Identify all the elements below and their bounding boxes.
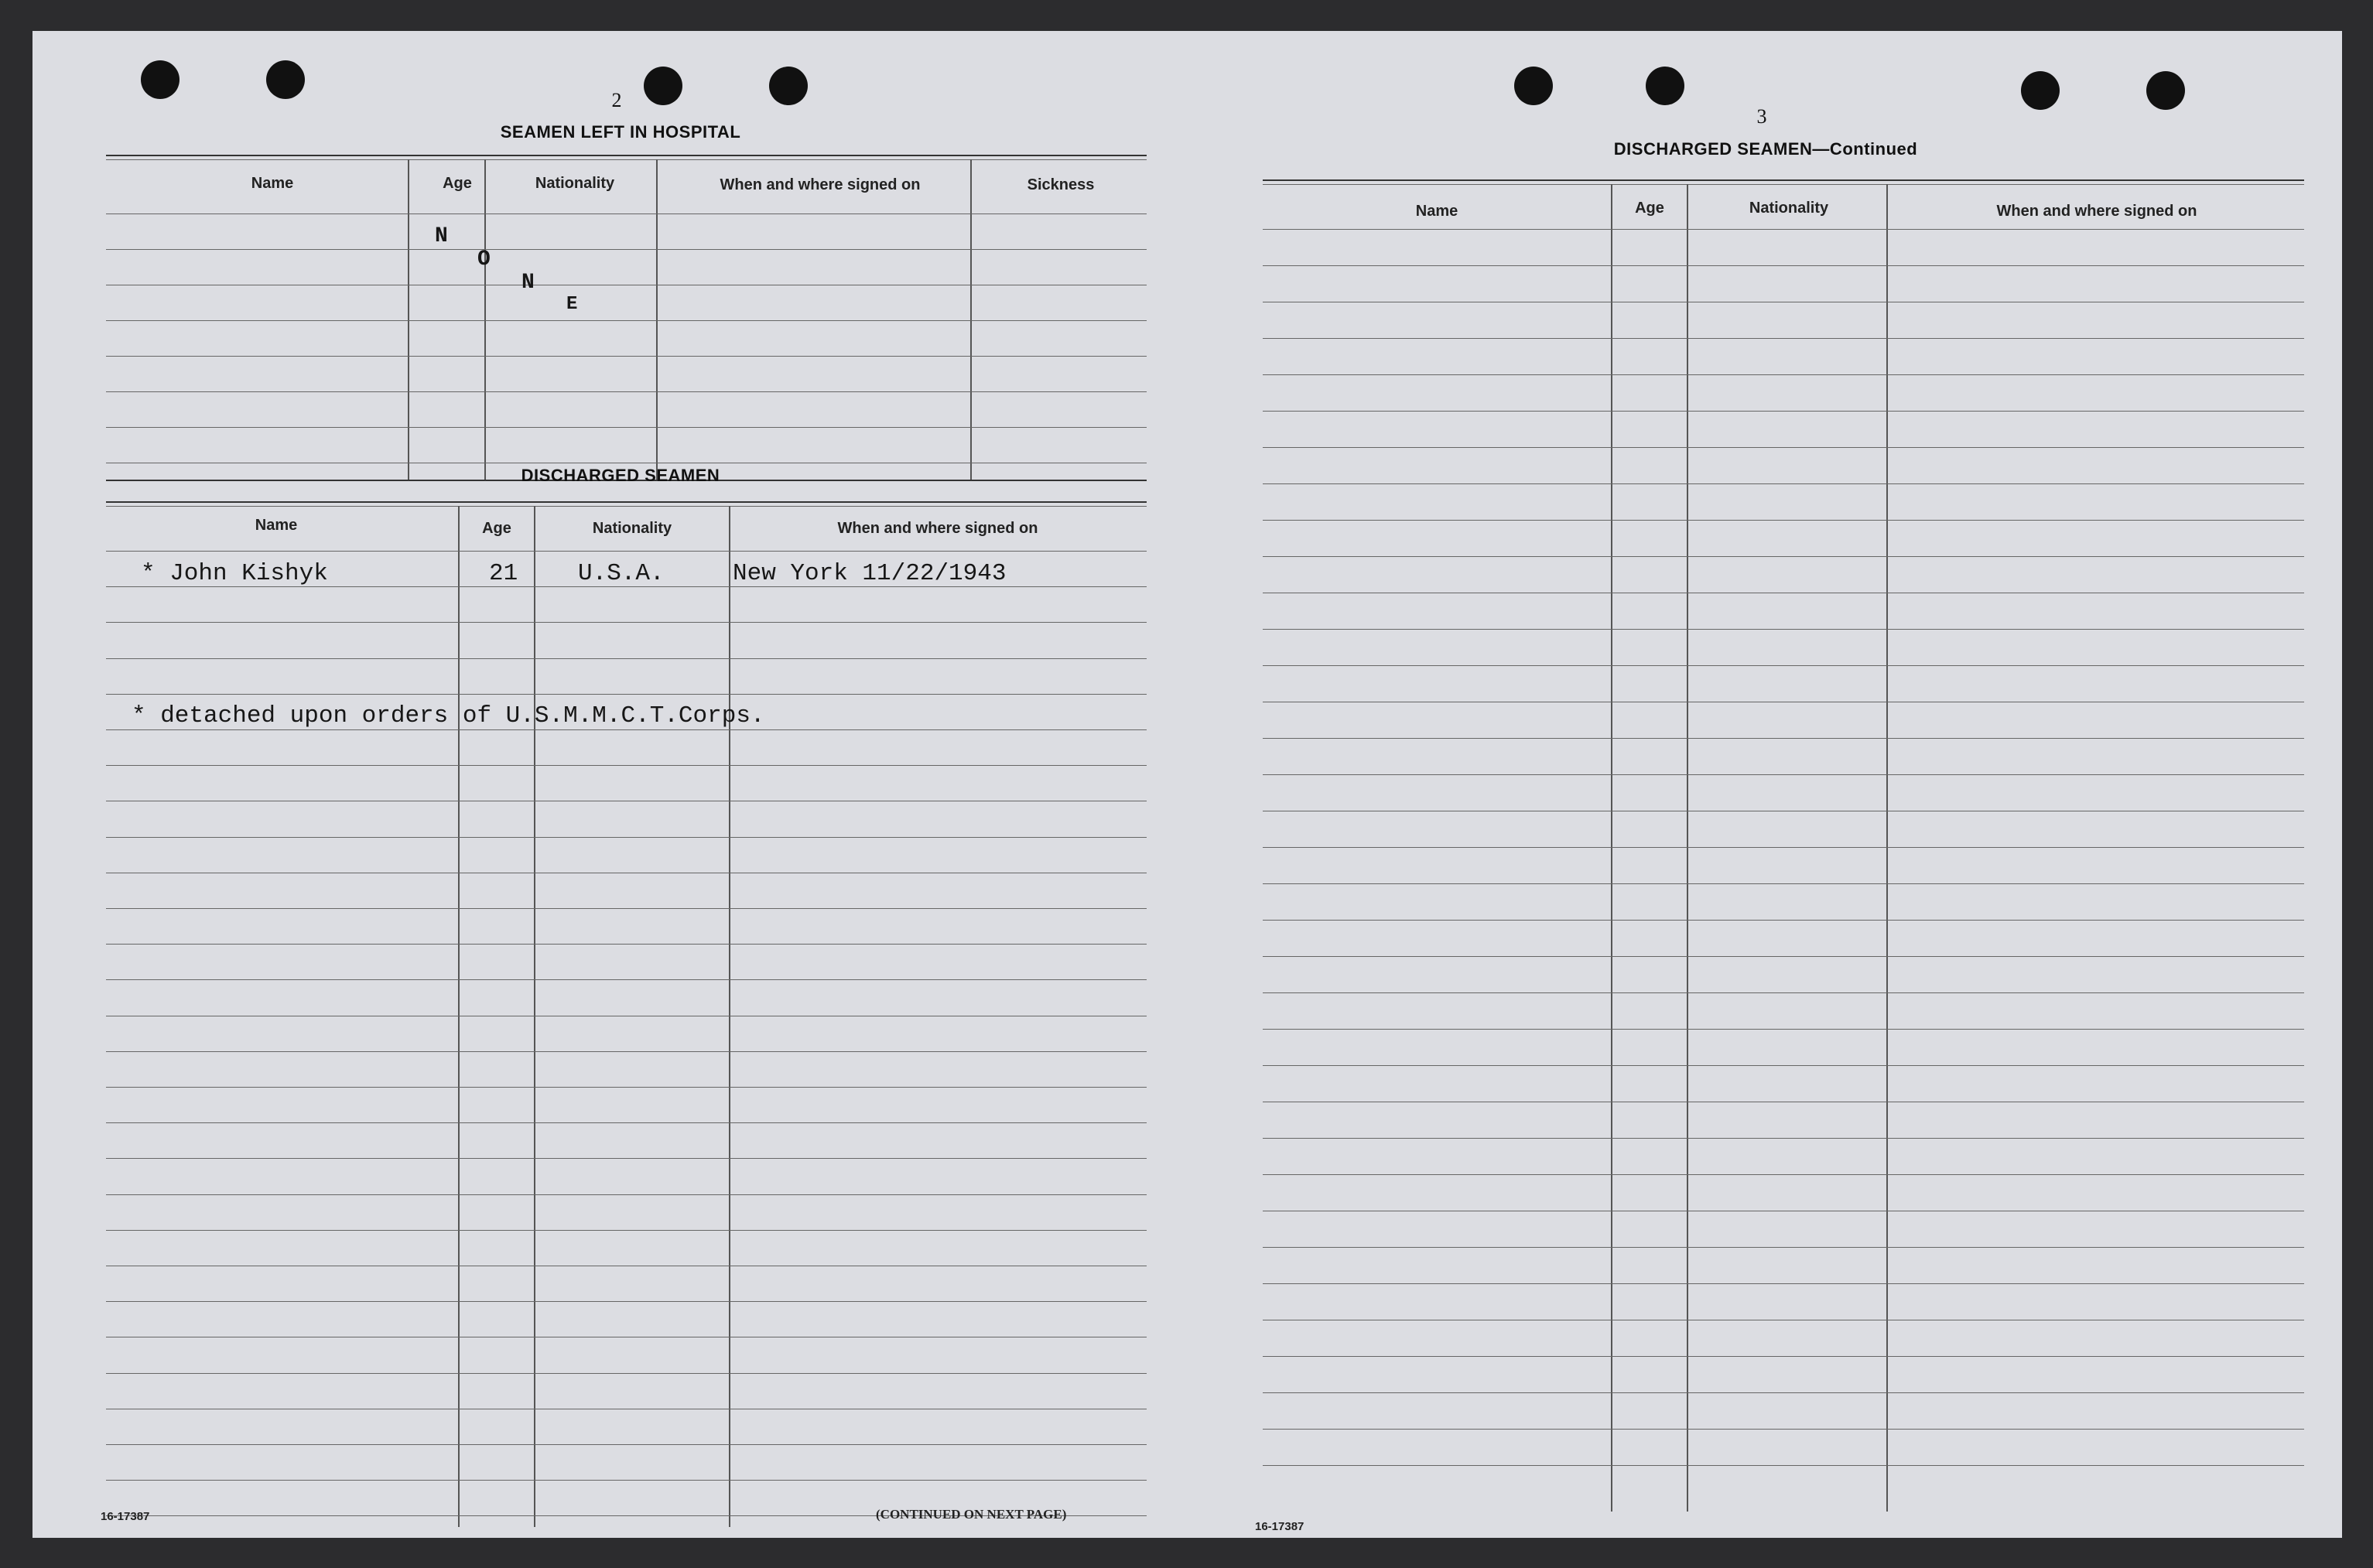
row-line xyxy=(1263,883,2304,884)
row-line xyxy=(106,1051,1147,1052)
row-line xyxy=(1263,1065,2304,1066)
row-line xyxy=(1263,847,2304,848)
seaman-age: 21 xyxy=(489,560,518,587)
hospital-col-signed-on: When and where signed on xyxy=(720,176,921,193)
row-line xyxy=(106,979,1147,980)
row-line xyxy=(1263,920,2304,921)
binder-hole xyxy=(1514,67,1553,105)
none-letter: N xyxy=(521,271,535,295)
row-line xyxy=(106,427,1147,428)
binder-hole xyxy=(266,60,305,99)
row-line xyxy=(106,1194,1147,1195)
row-line xyxy=(1263,1138,2304,1139)
row-line xyxy=(1263,629,2304,630)
row-line xyxy=(1263,229,2304,230)
binder-hole xyxy=(2146,71,2185,110)
binder-hole xyxy=(141,60,180,99)
hospital-table-top-rule xyxy=(106,155,1147,156)
page-number: 2 xyxy=(611,89,622,111)
form-number: 16-17387 xyxy=(101,1510,150,1523)
row-line xyxy=(1263,447,2304,448)
right-col-divider xyxy=(1611,184,1612,1512)
discharged-table-top-rule-2 xyxy=(106,506,1147,507)
none-letter: N xyxy=(435,224,448,248)
row-line xyxy=(1263,374,2304,375)
row-line xyxy=(106,391,1147,392)
right-col-divider xyxy=(1886,184,1888,1512)
row-line xyxy=(106,622,1147,623)
row-line xyxy=(106,837,1147,838)
binder-hole xyxy=(644,67,682,105)
row-line xyxy=(1263,956,2304,957)
row-line xyxy=(1263,1465,2304,1466)
hospital-col-name: Name xyxy=(251,175,294,192)
hospital-col-nationality: Nationality xyxy=(535,175,615,192)
row-line xyxy=(106,694,1147,695)
hospital-col-divider xyxy=(484,159,486,480)
binder-hole xyxy=(1646,67,1684,105)
discharged-table-top-rule xyxy=(106,501,1147,503)
binder-hole xyxy=(769,67,808,105)
row-line xyxy=(1263,738,2304,739)
right-col-name: Name xyxy=(1415,203,1458,220)
right-col-age: Age xyxy=(1635,200,1664,217)
right-col-divider xyxy=(1687,184,1688,1512)
hospital-table-top-rule-2 xyxy=(106,159,1147,160)
row-line xyxy=(1263,1429,2304,1430)
row-line xyxy=(1263,520,2304,521)
row-line xyxy=(1263,411,2304,412)
row-line xyxy=(1263,1392,2304,1393)
row-line xyxy=(1263,338,2304,339)
hospital-col-divider xyxy=(408,159,409,480)
hospital-col-divider xyxy=(970,159,972,480)
row-line xyxy=(1263,483,2304,484)
row-line xyxy=(106,729,1147,730)
hospital-col-age: Age xyxy=(443,175,472,192)
continued-section-title: DISCHARGED SEAMEN—Continued xyxy=(1613,139,1918,159)
none-letter: O xyxy=(477,248,491,272)
row-line xyxy=(106,1301,1147,1302)
form-paper xyxy=(32,31,2342,1538)
discharged-col-divider xyxy=(729,506,730,1527)
discharged-section-title: DISCHARGED SEAMEN xyxy=(521,466,720,485)
none-letter: E xyxy=(566,294,578,315)
row-line xyxy=(1263,774,2304,775)
discharged-col-divider xyxy=(534,506,535,1527)
discharged-col-name: Name xyxy=(255,517,298,534)
row-line xyxy=(1263,1356,2304,1357)
continued-note: (CONTINUED ON NEXT PAGE) xyxy=(876,1507,1067,1522)
seaman-name: * John Kishyk xyxy=(141,560,328,587)
row-line xyxy=(106,1230,1147,1231)
right-table-top-rule xyxy=(1263,179,2304,181)
row-line xyxy=(1263,1029,2304,1030)
discharged-col-signed-on: When and where signed on xyxy=(837,520,1038,537)
right-table-top-rule-2 xyxy=(1263,184,2304,185)
hospital-col-sickness: Sickness xyxy=(1027,176,1095,193)
row-line xyxy=(106,1122,1147,1123)
seaman-nationality: U.S.A. xyxy=(578,560,665,587)
page-number: 3 xyxy=(1756,105,1767,128)
row-line xyxy=(1263,665,2304,666)
row-line xyxy=(106,908,1147,909)
row-line xyxy=(106,356,1147,357)
hospital-section-title: SEAMEN LEFT IN HOSPITAL xyxy=(500,122,741,142)
row-line xyxy=(106,1444,1147,1445)
row-line xyxy=(106,658,1147,659)
row-line xyxy=(1263,1247,2304,1248)
discharged-col-nationality: Nationality xyxy=(592,520,672,537)
detachment-note: * detached upon orders of U.S.M.M.C.T.Corps. xyxy=(132,702,765,729)
row-line xyxy=(106,1480,1147,1481)
row-line xyxy=(1263,265,2304,266)
seaman-signed-on: New York 11/22/1943 xyxy=(733,560,1007,587)
row-line xyxy=(106,1373,1147,1374)
row-line xyxy=(106,249,1147,250)
form-number: 16-17387 xyxy=(1255,1520,1304,1533)
right-col-nationality: Nationality xyxy=(1749,200,1829,217)
row-line xyxy=(106,551,1147,552)
binder-hole xyxy=(2021,71,2060,110)
discharged-col-age: Age xyxy=(482,520,511,537)
row-line xyxy=(106,1087,1147,1088)
row-line xyxy=(106,944,1147,945)
row-line xyxy=(1263,1174,2304,1175)
row-line xyxy=(106,320,1147,321)
discharged-col-divider xyxy=(458,506,460,1527)
row-line xyxy=(1263,1283,2304,1284)
right-col-signed-on: When and where signed on xyxy=(1996,203,2197,220)
row-line xyxy=(106,765,1147,766)
row-line xyxy=(1263,556,2304,557)
row-line xyxy=(106,1158,1147,1159)
row-line xyxy=(1263,992,2304,993)
hospital-col-divider xyxy=(656,159,658,480)
